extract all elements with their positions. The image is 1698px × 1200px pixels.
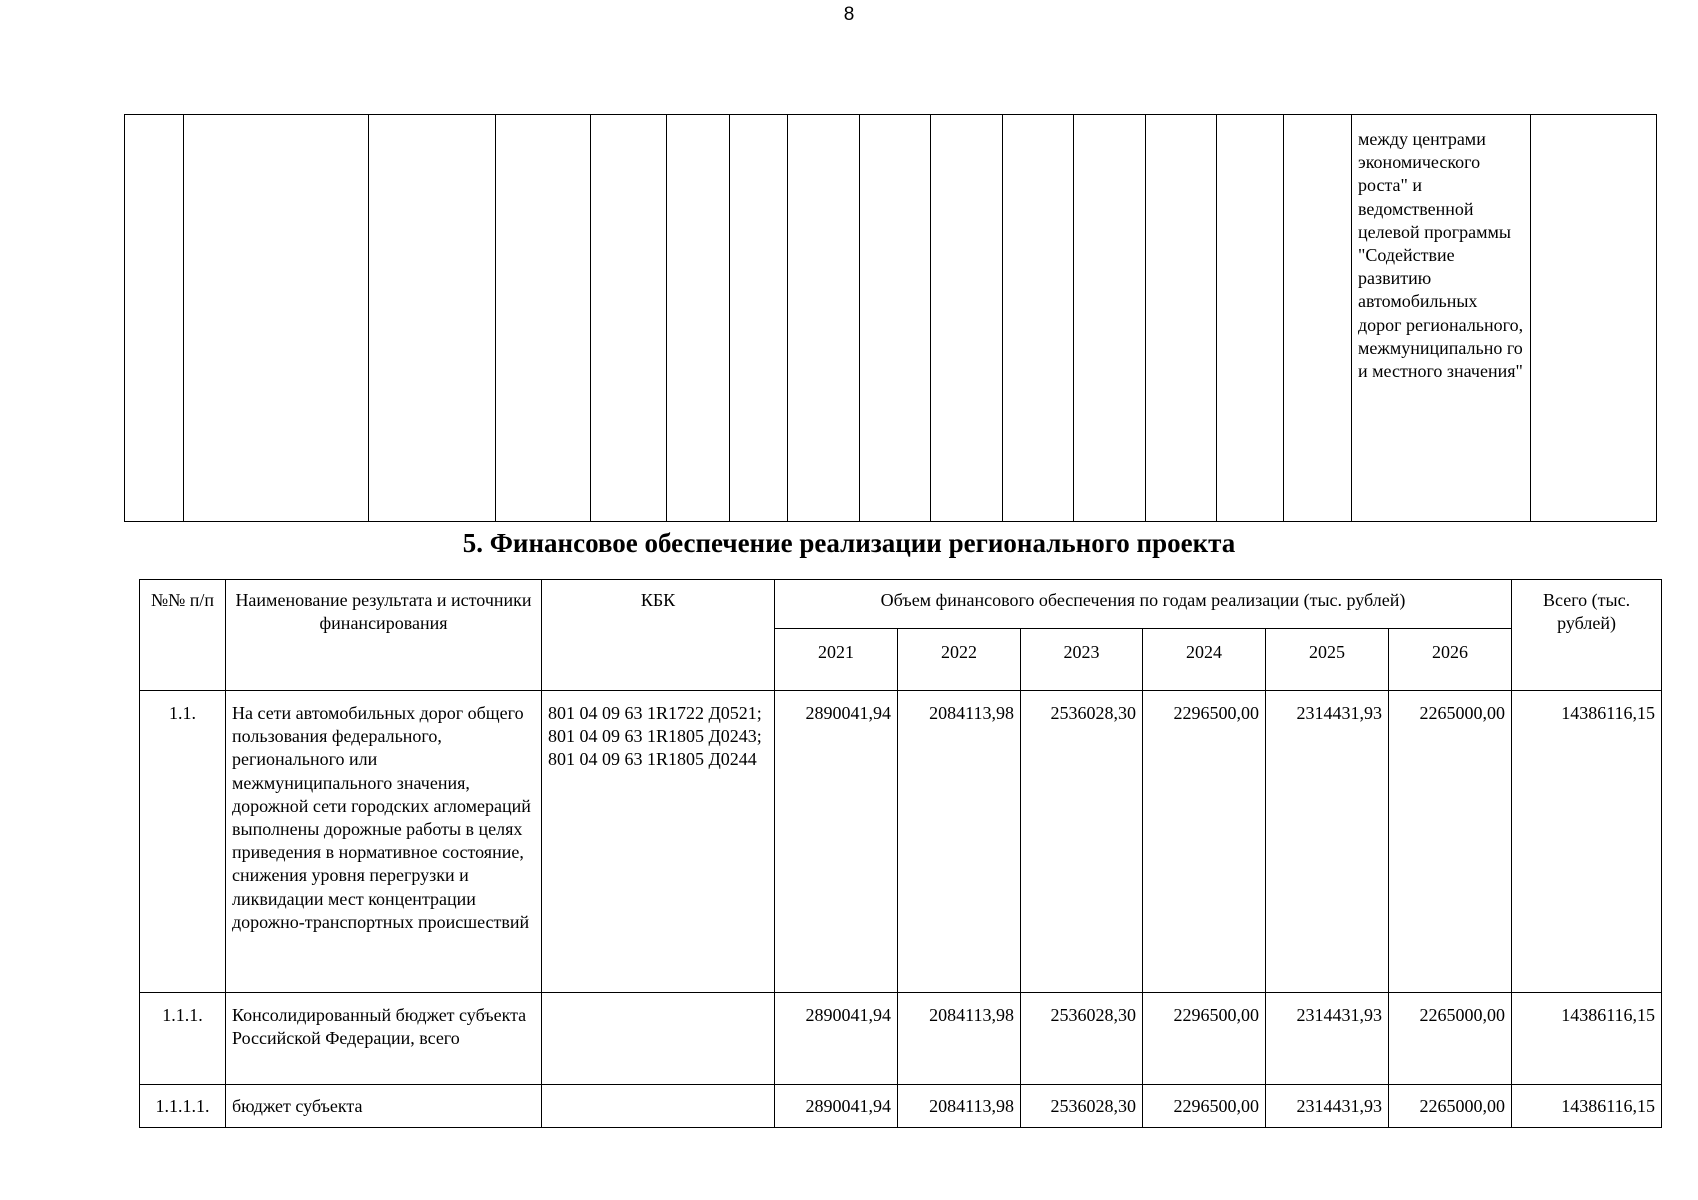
row-total: 14386116,15 — [1512, 993, 1662, 1085]
table-row — [140, 1085, 1662, 1128]
row-name: Консолидированный бюджет субъекта Российской Федерации, всего — [226, 993, 542, 1085]
empty-cell — [1284, 115, 1352, 522]
row-value: 2890041,94 — [775, 1085, 898, 1128]
row-total: 14386116,15 — [1512, 1085, 1662, 1128]
header-row — [140, 580, 1662, 629]
empty-cell — [496, 115, 591, 522]
row-value: 2084113,98 — [898, 1085, 1021, 1128]
empty-cell — [125, 115, 184, 522]
row-value: 2536028,30 — [1021, 993, 1143, 1085]
row-kbk: 801 04 09 63 1R1722 Д0521; 801 04 09 63 1R1805 Д0243; 801 04 09 63 1R1805 Д0244 — [542, 691, 775, 993]
financing-table — [139, 579, 1662, 1128]
header-year: 2023 — [1021, 629, 1143, 691]
empty-cell — [788, 115, 860, 522]
empty-cell — [1531, 115, 1657, 522]
row-value: 2265000,00 — [1389, 993, 1512, 1085]
empty-cell — [730, 115, 788, 522]
row-value: 2314431,93 — [1266, 1085, 1389, 1128]
header-year: 2024 — [1143, 629, 1266, 691]
table-row — [140, 691, 1662, 993]
header-name: Наименование результата и источники финансирования — [226, 580, 542, 691]
row-num: 1.1. — [140, 691, 226, 993]
row-kbk — [542, 993, 775, 1085]
continuation-row — [125, 115, 1657, 522]
continuation-table — [124, 114, 1657, 522]
row-num: 1.1.1. — [140, 993, 226, 1085]
row-value: 2890041,94 — [775, 691, 898, 993]
row-value: 2265000,00 — [1389, 691, 1512, 993]
section-title: 5. Финансовое обеспечение реализации регионального проекта — [462, 528, 1236, 558]
header-volume: Объем финансового обеспечения по годам реализации (тыс. рублей) — [775, 580, 1512, 629]
empty-cell — [931, 115, 1003, 522]
empty-cell — [1003, 115, 1074, 522]
row-value: 2314431,93 — [1266, 691, 1389, 993]
table-row — [140, 993, 1662, 1085]
row-value: 2296500,00 — [1143, 1085, 1266, 1128]
row-name: бюджет субъекта — [226, 1085, 542, 1128]
header-num: №№ п/п — [140, 580, 226, 691]
empty-cell — [591, 115, 667, 522]
empty-cell — [1217, 115, 1284, 522]
row-value: 2084113,98 — [898, 993, 1021, 1085]
header-year: 2021 — [775, 629, 898, 691]
page-number: 8 — [843, 4, 855, 25]
row-value: 2536028,30 — [1021, 1085, 1143, 1128]
empty-cell — [1074, 115, 1146, 522]
row-value: 2265000,00 — [1389, 1085, 1512, 1128]
empty-cell — [369, 115, 496, 522]
row-value: 2296500,00 — [1143, 993, 1266, 1085]
header-total: Всего (тыс. рублей) — [1512, 580, 1662, 691]
row-value: 2296500,00 — [1143, 691, 1266, 993]
empty-cell — [1146, 115, 1217, 522]
empty-cell — [184, 115, 369, 522]
row-value: 2084113,98 — [898, 691, 1021, 993]
row-num: 1.1.1.1. — [140, 1085, 226, 1128]
row-total: 14386116,15 — [1512, 691, 1662, 993]
empty-cell — [860, 115, 931, 522]
header-year: 2025 — [1266, 629, 1389, 691]
header-kbk: КБК — [542, 580, 775, 691]
program-note-cell: между центрами экономического роста" и ведомственной целевой программы "Содействие развитию автомобильных дорог регионального, межмуниципально го и местного значения" — [1352, 115, 1531, 522]
row-name: На сети автомобильных дорог общего пользования федерального, регионального или межмуниципального значения, дорожной сети городских агломераций выполнены дорожные работы в целях приведения в нормативное состояние, снижения уровня перегрузки и ликвидации мест концентрации дорожно-транспортных происшествий — [226, 691, 542, 993]
row-value: 2314431,93 — [1266, 993, 1389, 1085]
empty-cell — [667, 115, 730, 522]
row-value: 2536028,30 — [1021, 691, 1143, 993]
header-year: 2022 — [898, 629, 1021, 691]
header-year: 2026 — [1389, 629, 1512, 691]
row-value: 2890041,94 — [775, 993, 898, 1085]
row-kbk — [542, 1085, 775, 1128]
